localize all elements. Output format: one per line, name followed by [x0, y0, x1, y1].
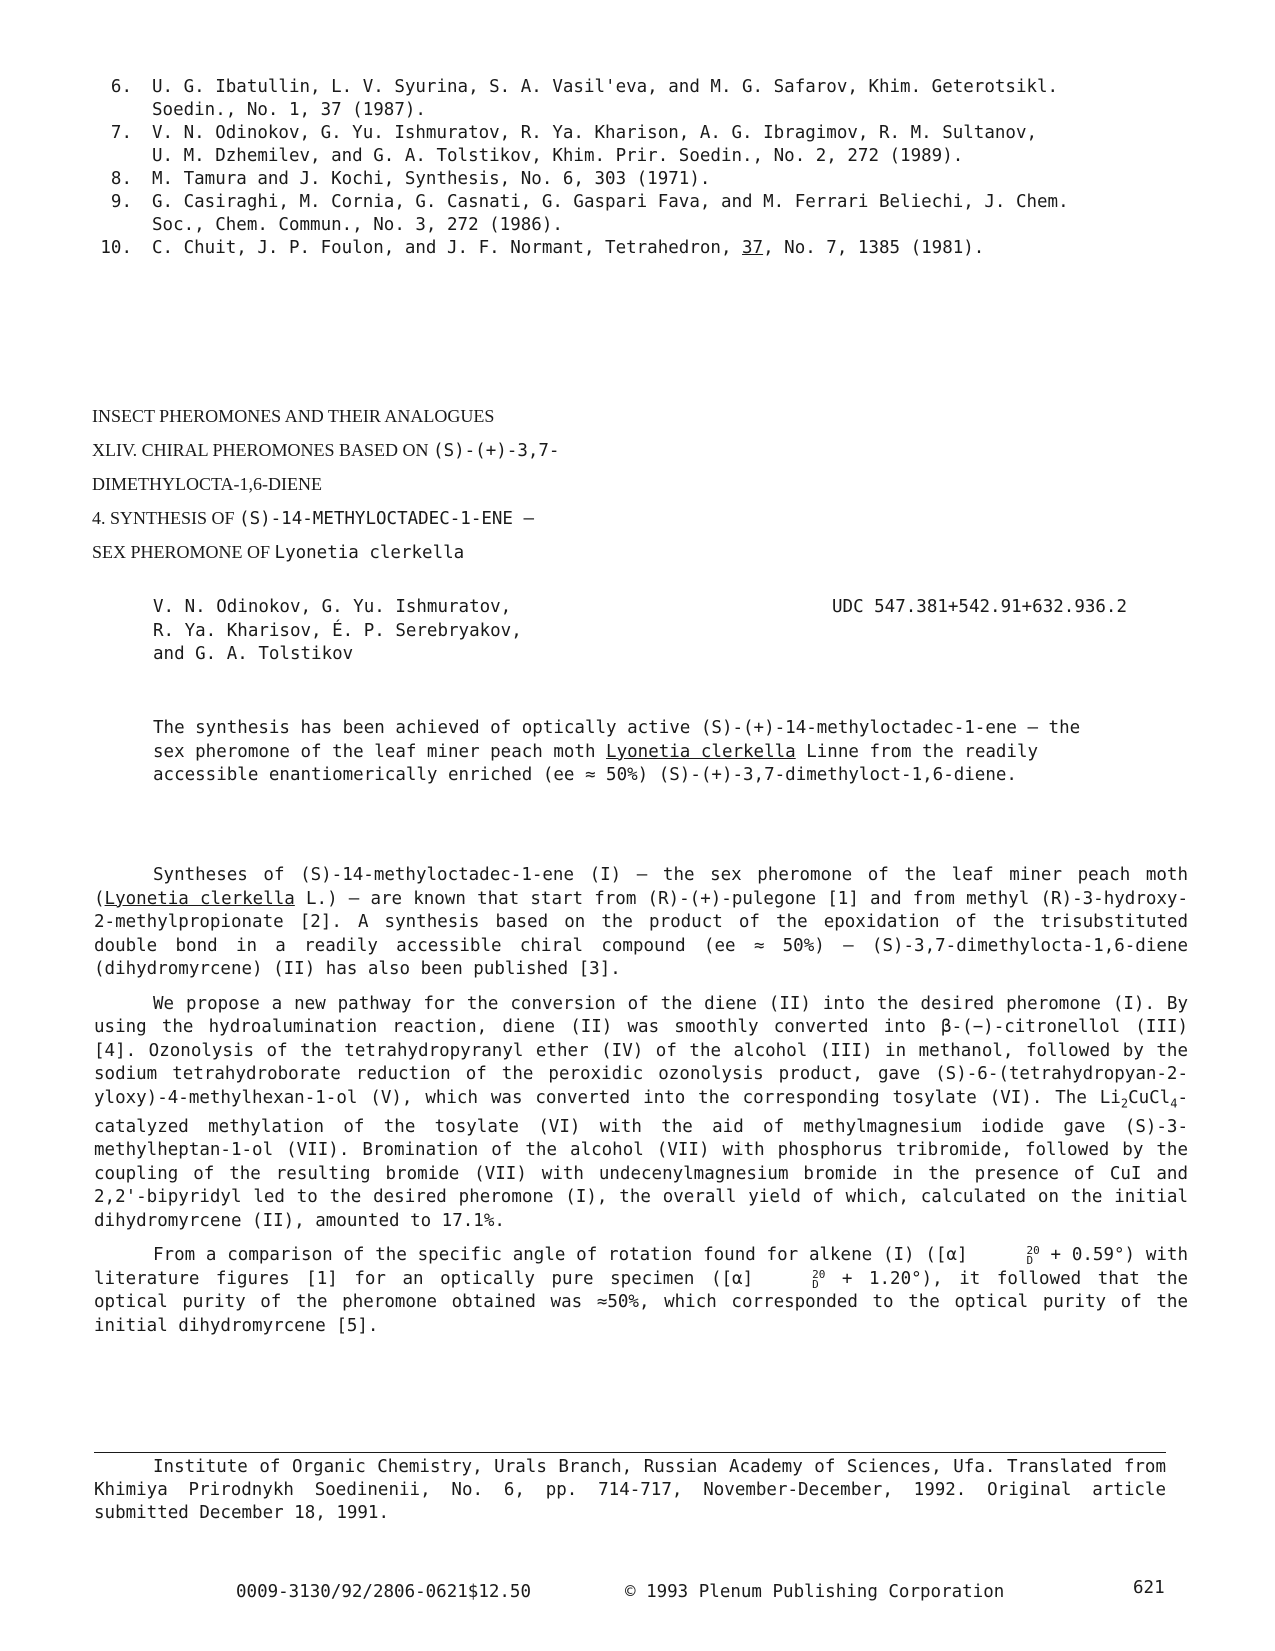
subscript: D: [1026, 1254, 1034, 1267]
footnote: [94, 1456, 1166, 1525]
reference-list: [94, 76, 1184, 260]
reference-text: [152, 168, 1184, 191]
superscript: 20: [812, 1267, 826, 1281]
paragraph-text: + 1.20°), it followed that the optical purity of the pheromone obtained was ≈50%, which corresponded to the optical purity of the initial dihydromyrcene [5].: [94, 1268, 1188, 1336]
reference-line: M. Tamura and J. Kochi, Synthesis, No. 6, 303 (1971).: [152, 169, 711, 189]
copyright-notice: © 1993 Plenum Publishing Corporation: [625, 1582, 1005, 1602]
reference-text-part: , No. 7, 1385 (1981).: [763, 238, 985, 258]
subscript: 4: [1170, 1096, 1178, 1110]
reference-number: 6.: [110, 77, 132, 97]
reference-text-part: C. Chuit, J. P. Foulon, and J. F. Normant, Tetrahedron,: [152, 238, 743, 258]
reference-text: [152, 237, 1184, 260]
reference-item: [94, 122, 1184, 168]
reference-line: Soedin., No. 1, 37 (1987).: [152, 100, 426, 120]
article-title: [92, 400, 792, 571]
article-code: 0009-3130/92/2806-0621$12.50: [236, 1582, 532, 1602]
paragraph-text: + 0.59°) with literature figures [1] for an optically pure specimen ([α]: [94, 1245, 1188, 1289]
paragraph-text: L.) — are known that start from (R)-(+)-pulegone [1] and from methyl (R)-3-hydroxy-2-methylpropionate [2]. A synthesis based on the product of the epoxidation of the trisubstituted double bond in a readily accessible chiral compound (ee ≈ 50%) — (S)-3,7-dimethylocta-1,6-diene (dihydromyrcene) (II) has also been published [3].: [94, 888, 1188, 979]
abstract-text: The synthesis has been achieved of optically active (S)-(+)-14-methyloctadec-1-ene — the sex pheromone of the leaf miner peach moth: [153, 718, 1081, 762]
udc-code: UDC 547.381+542.91+632.936.2: [832, 597, 1128, 617]
part-title-text: XLIV. CHIRAL PHEROMONES BASED ON: [92, 439, 434, 460]
reference-number: 10.: [100, 238, 132, 258]
reference-number: 8.: [110, 169, 132, 189]
reference-text: [152, 76, 1184, 122]
subtitle-text: SEX PHEROMONE OF: [92, 542, 275, 562]
paragraph-text: -catalyzed methylation of the tosylate (VI) with the aid of methylmagnesium iodide gave (S)-3-methylheptan-1-ol (VII). Bromination of the alcohol (VII) with phosphorus tribromide, followed by the coupling of the resulting bromide (VII) with undecenylmagnesium bromide in the presence of CuI and 2,2'-bipyridyl led to the desired pheromone (I), the overall yield of which, calculated on the initial dihydromyrcene (II), amounted to 17.1%.: [94, 1087, 1188, 1231]
species-name: Lyonetia clerkella: [104, 888, 295, 909]
page-number: 621: [1133, 1578, 1165, 1598]
reference-line: V. N. Odinokov, G. Yu. Ishmuratov, R. Ya. Kharison, A. G. Ibragimov, R. M. Sultanov,: [152, 123, 1038, 143]
reference-text: [152, 122, 1184, 168]
rotation-index: [968, 1246, 1040, 1266]
body-paragraph: [94, 864, 1188, 982]
subtitle-text: 4. SYNTHESIS OF: [92, 507, 240, 528]
reference-item: [94, 168, 1184, 191]
author-list: [153, 596, 522, 667]
author-line: V. N. Odinokov, G. Yu. Ishmuratov,: [153, 597, 512, 617]
reference-volume: 37: [742, 238, 764, 258]
reference-item: [94, 237, 1184, 260]
author-line: R. Ya. Kharisov, É. P. Serebryakov,: [153, 620, 522, 641]
reference-text: [152, 191, 1184, 237]
reference-item: [94, 191, 1184, 237]
species-name: Lyonetia clerkella: [606, 741, 796, 762]
reference-line: Soc., Chem. Commun., No. 3, 272 (1986).: [152, 215, 563, 235]
footnote-rule: [94, 1452, 1166, 1453]
paragraph-text: From a comparison of the specific angle of rotation found for alkene (I) ([α]: [153, 1245, 968, 1265]
abstract-text: Linne from the readily accessible enantiomerically enriched (ee ≈ 50%) (S)-(+)-3,7-dimethyloct-1,6-diene.: [153, 741, 1039, 785]
part-title-line: [92, 434, 792, 469]
paragraph-text: We propose a new pathway for the conversion of the diene (II) into the desired pheromone (I). By using the hydroalumination reaction, diene (II) was smoothly converted into β-(−)-citronellol (III) [4]. Ozonolysis of the tetrahydropyranyl ether (IV) of the alcohol (III) in methanol, followed by the sodium tetrahydroborate reduction of the peroxidic ozonolysis product, gave (S)-6-(tetrahydropyan-2-yloxy)-4-methylhexan-1-ol (V), which was converted into the corresponding tosylate (VI). The Li: [94, 993, 1188, 1108]
superscript: 20: [1026, 1244, 1040, 1257]
body-paragraph: [94, 993, 1188, 1234]
rotation-index: [753, 1267, 826, 1291]
part-title-line: DIMETHYLOCTA-1,6-DIENE: [92, 474, 323, 494]
footnote-text: Institute of Organic Chemistry, Urals Branch, Russian Academy of Sciences, Ufa. Translated from Khimiya Prirodnykh Soedinenii, No. 6, pp. 714-717, November-December, 1992. Original article submitted December 18, 1991.: [94, 1457, 1166, 1523]
body-paragraph: [94, 1244, 1188, 1338]
reference-line: G. Casiraghi, M. Cornia, G. Casnati, G. Gaspari Fava, and M. Ferrari Beliechi, J. Chem.: [152, 192, 1069, 212]
subscript: D: [812, 1277, 819, 1291]
series-title: INSECT PHEROMONES AND THEIR ANALOGUES: [92, 406, 495, 426]
part-title-text: (S)-(+)-3,7-: [433, 440, 560, 461]
subtitle-line: [92, 536, 792, 571]
author-line: and G. A. Tolstikov: [153, 644, 354, 664]
reference-item: [94, 76, 1184, 122]
reference-number: 9.: [110, 192, 132, 212]
reference-number: 7.: [110, 123, 132, 143]
abstract: [153, 717, 1083, 788]
species-name: Lyonetia clerkella: [274, 543, 465, 563]
article-body: [94, 864, 1188, 1349]
paragraph-text: Syntheses of (S)-14-methyloctadec-1-ene (I) — the sex pheromone of the leaf miner peach moth (: [94, 865, 1188, 909]
reference-line: U. M. Dzhemilev, and G. A. Tolstikov, Khim. Prir. Soedin., No. 2, 272 (1989).: [152, 146, 964, 166]
subtitle-text: (S)-14-METHYLOCTADEC-1-ENE —: [239, 508, 535, 529]
subtitle-line: [92, 502, 792, 537]
subscript: 2: [1120, 1096, 1129, 1110]
paragraph-text: CuCl: [1128, 1087, 1171, 1108]
reference-line: U. G. Ibatullin, L. V. Syurina, S. A. Vasil'eva, and M. G. Safarov, Khim. Geterotsikl.: [152, 77, 1059, 97]
